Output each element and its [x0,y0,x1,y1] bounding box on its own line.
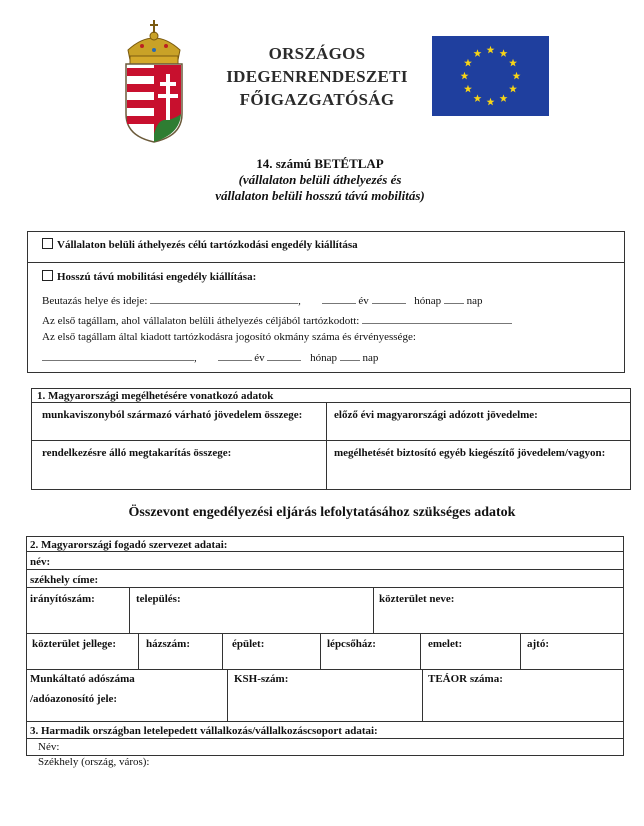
divider [227,669,228,721]
agency-line-1: ORSZÁGOS [268,44,366,63]
permit-year-field[interactable] [218,350,252,361]
employer-tax-label[interactable]: Munkáltató adószáma [30,673,135,685]
divider [320,633,321,669]
entry-row: Beutazás helye és ideje: , év hónap nap [42,295,483,307]
divider [31,440,631,441]
day-label-2: nap [362,352,379,364]
company-name-label[interactable]: Név: [38,741,60,753]
option-intra-corporate-label: Vállalaton belüli áthelyezés célú tartózkodási engedély kiállítása [57,239,358,251]
permit-number-field[interactable] [42,350,194,361]
permit-row: , év hónap nap [42,350,378,365]
entry-month-field[interactable] [372,293,406,304]
member-state-row [42,313,512,328]
city-label[interactable]: település: [136,593,181,605]
permit-label: Az első tagállam által kiadott tartózkodásra jogosító okmány száma és érvényessége: [42,331,416,343]
divider [422,669,423,721]
divider [420,633,421,669]
eu-flag-icon [432,36,549,116]
checkbox-intra-corporate[interactable] [42,238,53,249]
combined-procedure-heading: Összevont engedélyezési eljárás lefolytatásához szükséges adatok [128,505,516,520]
section-2-title: 2. Magyarországi fogadó szervezet adatai: [30,539,228,551]
income-prev-year-label[interactable]: előző évi magyarországi adózott jövedelme: [334,409,538,421]
divider [26,633,624,634]
entry-year-field[interactable] [322,293,356,304]
divider [26,721,624,722]
title-line-3: vállalaton belüli hosszú távú mobilitás) [215,188,425,203]
option-intra-corporate[interactable] [42,238,358,252]
member-state-field[interactable] [362,313,512,324]
section-3-title: 3. Harmadik országban letelepedett vállalkozás/vállalkozáscsoport adatai: [30,725,378,737]
divider [222,633,223,669]
divider [520,633,521,669]
agency-line-2: IDEGENRENDESZETI [226,67,408,86]
ksh-number-label[interactable]: KSH-szám: [234,673,289,685]
building-label[interactable]: épület: [232,638,265,650]
title-line-1: 14. számú BETÉTLAP [256,156,384,171]
employer-tax-label-2[interactable]: /adóazonosító jele: [30,693,118,705]
option-long-term-mobility-label: Hosszú távú mobilitási engedély kiállítása: [57,271,257,283]
title-line-2: (vállalaton belüli áthelyezés és [238,172,402,187]
entry-day-field[interactable] [444,293,464,304]
company-seat-label[interactable]: Székhely (ország, város): [38,756,150,768]
month-label-2: hónap [310,352,338,364]
divider [26,738,624,739]
document-title [150,156,490,204]
income-employment-label[interactable]: munkaviszonyból származó várható jövedelem összege: [42,409,303,421]
option-long-term-mobility[interactable] [42,270,256,284]
divider [26,669,624,670]
other-income-label[interactable]: megélhetését biztosító egyéb kiegészítő jövedelem/vagyon: [334,447,606,459]
member-state-label: Az első tagállam, ahol vállalaton belüli áthelyezés céljából tartózkodott: [42,315,360,327]
floor-label[interactable]: emelet: [428,638,463,650]
savings-label[interactable]: rendelkezésre álló megtakarítás összege: [42,447,232,459]
divider [27,262,625,263]
checkbox-long-term-mobility[interactable] [42,270,53,281]
entry-place-field[interactable] [150,293,298,304]
section-1-box [31,388,631,490]
street-type-label[interactable]: közterület jellege: [32,638,116,650]
staircase-label[interactable]: lépcsőház: [327,638,376,650]
permit-day-field[interactable] [340,350,360,361]
divider [138,633,139,669]
year-label-1: év [358,295,369,307]
host-name-label[interactable]: név: [30,556,51,568]
divider [373,587,374,633]
divider [26,587,624,588]
door-label[interactable]: ajtó: [527,638,549,650]
teaor-number-label[interactable]: TEÁOR száma: [428,673,503,685]
day-label-1: nap [466,295,483,307]
street-name-label[interactable]: közterület neve: [379,593,455,605]
coat-of-arms-icon [118,6,190,144]
section-1-title: 1. Magyarországi megélhetésére vonatkozó adatok [37,390,274,402]
year-label-2: év [254,352,265,364]
divider [26,569,624,570]
house-number-label[interactable]: házszám: [146,638,190,650]
entry-label: Beutazás helye és ideje: [42,295,148,307]
divider [129,587,130,633]
zip-label[interactable]: irányítószám: [30,593,95,605]
permit-month-field[interactable] [267,350,301,361]
host-seat-label[interactable]: székhely címe: [30,574,99,586]
agency-line-3: FŐIGAZGATÓSÁG [239,90,395,109]
agency-name [222,42,412,111]
month-label-1: hónap [414,295,442,307]
divider [326,402,327,490]
